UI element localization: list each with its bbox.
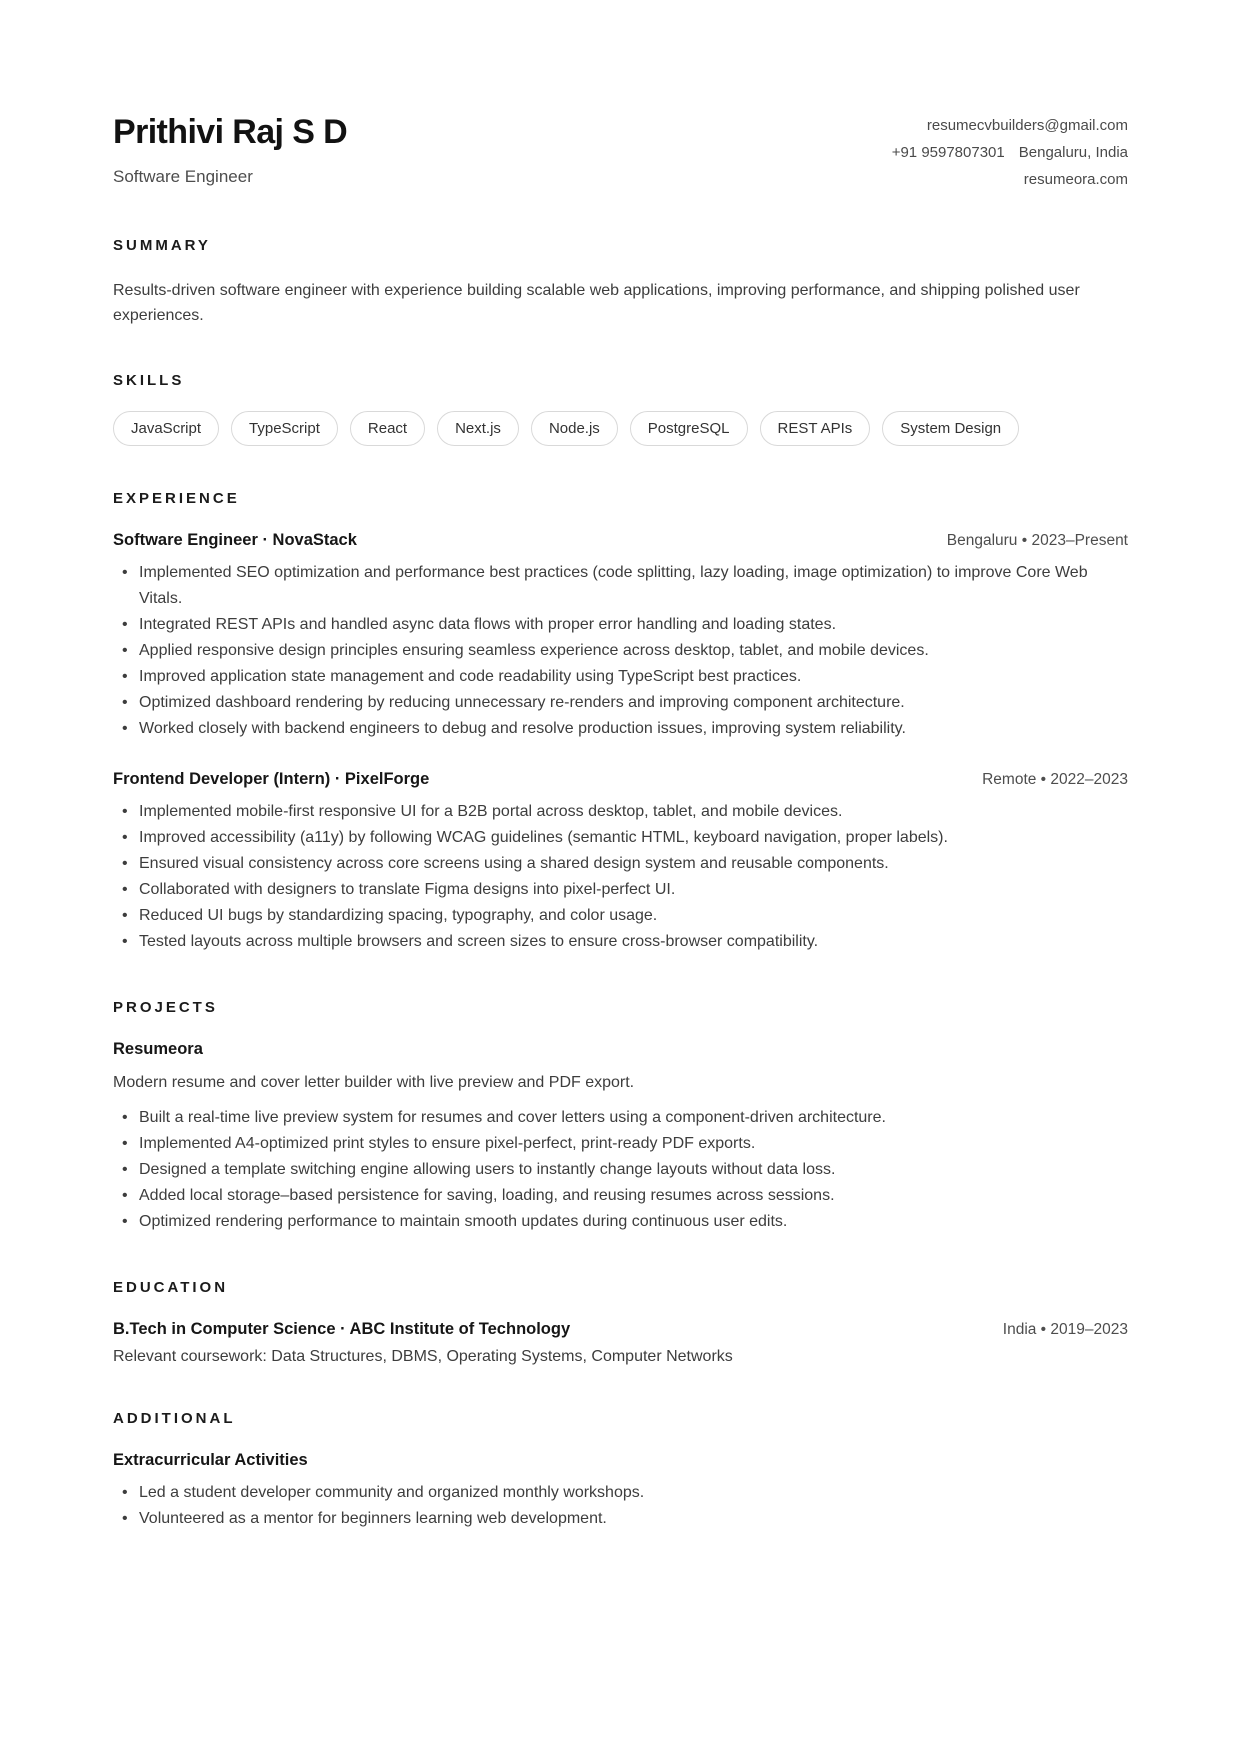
skills-pill-row xyxy=(113,411,1128,446)
education-coursework: Relevant coursework: Data Structures, DBMS, Operating Systems, Computer Networks xyxy=(113,1348,733,1365)
contact-phone-location xyxy=(892,139,1128,166)
identity-block xyxy=(113,110,347,187)
section-additional xyxy=(113,1410,1128,1532)
section-summary xyxy=(113,237,1128,328)
project-bullet-list xyxy=(113,1105,1128,1235)
section-skills xyxy=(113,372,1128,446)
job-bullet: • Collaborated with designers to translate Figma designs into pixel-perfect UI. xyxy=(113,877,1128,903)
job-bullet: • Reduced UI bugs by standardizing spacing, typography, and color usage. xyxy=(113,903,1128,929)
project-entry xyxy=(113,1040,1128,1235)
skill-pill: JavaScript xyxy=(113,411,219,446)
section-education xyxy=(113,1279,1128,1366)
experience-heading: EXPERIENCE xyxy=(113,490,240,507)
summary-heading: SUMMARY xyxy=(113,237,211,254)
experience-entry xyxy=(113,770,1128,955)
skill-pill: Next.js xyxy=(437,411,519,446)
additional-heading: ADDITIONAL xyxy=(113,1410,236,1427)
project-name: Resumeora xyxy=(113,1040,203,1058)
experience-entry xyxy=(113,531,1128,742)
contact-location: Bengaluru, India xyxy=(1018,144,1128,161)
job-bullet-list xyxy=(113,560,1128,742)
contact-phone: +91 9597807301 xyxy=(891,144,1005,161)
skills-heading: SKILLS xyxy=(113,372,185,389)
additional-subheading: Extracurricular Activities xyxy=(113,1451,308,1469)
job-bullet: • Applied responsive design principles ensuring seamless experience across desktop, tablet, and mobile devices. xyxy=(113,638,1128,664)
job-bullet: • Improved accessibility (a11y) by following WCAG guidelines (semantic HTML, keyboard navigation, proper labels). xyxy=(113,825,1128,851)
person-title: Software Engineer xyxy=(113,167,253,187)
additional-bullet: • Led a student developer community and organized monthly workshops. xyxy=(113,1480,1128,1506)
job-title: Frontend Developer (Intern) · PixelForge xyxy=(113,770,430,788)
job-bullet: • Worked closely with backend engineers to debug and resolve production issues, improving system reliability. xyxy=(113,716,1128,742)
resume-header xyxy=(113,110,1128,193)
additional-bullet: • Volunteered as a mentor for beginners learning web development. xyxy=(113,1506,1128,1532)
contact-email: resumecvbuilders@gmail.com xyxy=(926,117,1128,134)
job-meta: Bengaluru • 2023–Present xyxy=(946,532,1128,549)
job-bullet: • Implemented mobile-first responsive UI for a B2B portal across desktop, tablet, and mobile devices. xyxy=(113,799,1128,825)
section-projects xyxy=(113,999,1128,1235)
job-bullet-list xyxy=(113,799,1128,955)
education-meta: India • 2019–2023 xyxy=(1002,1321,1128,1338)
summary-text: Results-driven software engineer with experience building scalable web applications, improving performance, and shipping polished user experiences. xyxy=(113,282,1080,324)
person-name: Prithivi Raj S D xyxy=(113,113,348,151)
degree-title: B.Tech in Computer Science · ABC Institute of Technology xyxy=(113,1320,571,1338)
education-heading: EDUCATION xyxy=(113,1279,229,1296)
additional-bullet-list xyxy=(113,1480,1128,1532)
job-bullet: • Tested layouts across multiple browsers and screen sizes to ensure cross-browser compatibility. xyxy=(113,929,1128,955)
skill-pill: PostgreSQL xyxy=(630,411,748,446)
job-bullet: • Ensured visual consistency across core screens using a shared design system and reusable components. xyxy=(113,851,1128,877)
job-bullet: • Optimized dashboard rendering by reducing unnecessary re-renders and improving component architecture. xyxy=(113,690,1128,716)
job-bullet: • Integrated REST APIs and handled async data flows with proper error handling and loading states. xyxy=(113,612,1128,638)
education-entry xyxy=(113,1320,1128,1366)
skill-pill: REST APIs xyxy=(760,411,871,446)
job-bullet: • Implemented SEO optimization and performance best practices (code splitting, lazy loading, image optimization) to improve Core Web Vitals. xyxy=(113,560,1128,612)
contact-website: resumeora.com xyxy=(1023,171,1128,188)
section-experience xyxy=(113,490,1128,955)
project-bullet: • Designed a template switching engine allowing users to instantly change layouts without data loss. xyxy=(113,1157,1128,1183)
project-bullet: • Added local storage–based persistence for saving, loading, and reusing resumes across sessions. xyxy=(113,1183,1128,1209)
contact-block xyxy=(892,110,1128,193)
project-description: Modern resume and cover letter builder with live preview and PDF export. xyxy=(113,1074,635,1091)
additional-entry xyxy=(113,1451,1128,1532)
project-bullet: • Implemented A4-optimized print styles to ensure pixel-perfect, print-ready PDF exports. xyxy=(113,1131,1128,1157)
project-bullet: • Built a real-time live preview system for resumes and cover letters using a component-driven architecture. xyxy=(113,1105,1128,1131)
job-title: Software Engineer · NovaStack xyxy=(113,531,357,549)
skill-pill: System Design xyxy=(882,411,1019,446)
projects-heading: PROJECTS xyxy=(113,999,218,1016)
skill-pill: React xyxy=(350,411,425,446)
job-bullet: • Improved application state management and code readability using TypeScript best practices. xyxy=(113,664,1128,690)
skill-pill: Node.js xyxy=(531,411,618,446)
skill-pill: TypeScript xyxy=(231,411,338,446)
job-meta: Remote • 2022–2023 xyxy=(982,771,1128,788)
project-bullet: • Optimized rendering performance to maintain smooth updates during continuous user edits. xyxy=(113,1209,1128,1235)
